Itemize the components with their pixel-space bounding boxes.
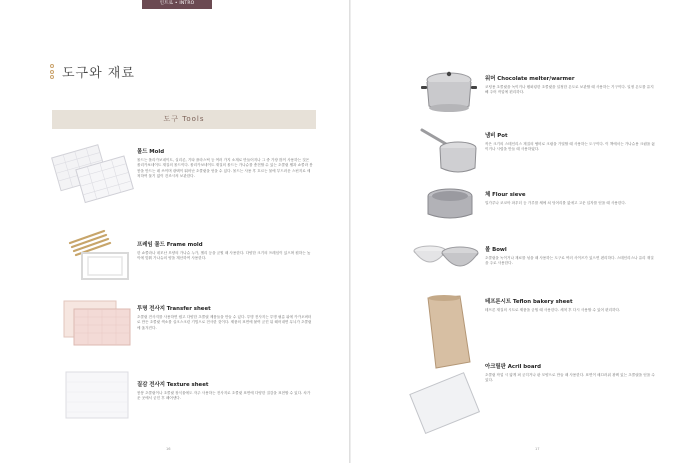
item-title: 투명 전사지 Transfer sheet — [137, 306, 211, 312]
item-title: 아크릴판 Acril board — [485, 364, 542, 370]
item-sieve — [485, 190, 655, 206]
pot-image — [416, 126, 480, 180]
item-warmer — [485, 74, 655, 96]
item-title: 질감 전사지 Texture sheet — [137, 382, 209, 388]
item-frame-mold — [137, 240, 313, 262]
item-acrylic-board — [485, 362, 655, 384]
item-bowl — [485, 245, 655, 267]
frame-mold-image — [64, 223, 136, 287]
item-body: 한 쇼콜라나 네모난 모양의 가나슈 누가, 젤리 등을 굳힐 때 사용한다. 다양한 크기의 프레임이 있으며 원하는 높이에 맞춰 가나슈의 양을 계산하여 사용한다. — [137, 251, 311, 261]
item-title: 몰드 Mold — [137, 149, 165, 155]
item-title: 체 Flour sieve — [485, 192, 526, 198]
item-body: 초콜릿을 녹이거나 재료를 섞을 때 사용하는 도구로 여러 사이즈가 있으면 편리하다. 스테인리스나 유리 재질을 주로 사용한다. — [485, 256, 654, 266]
item-body: 테프론 재질의 시트로 제품을 굳힐 때 사용한다. 세척 후 다시 사용할 수 있어 편리하다. — [485, 308, 621, 312]
item-body: 봉봉 초콜릿이나 초콜릿 장식물에도 자주 사용하는 전사지로 초콜릿 표면에 다양한 질감을 표현할 수 있다. 차가운 곳에서 굳힌 후 떼어낸다. — [137, 391, 311, 401]
chapter-tab: 인트로 • INTRO — [142, 0, 212, 8]
bowl-image — [410, 233, 482, 281]
item-title: 볼 Bowl — [485, 247, 507, 253]
item-body: 초콜릿 작업 시 얇게 펴 굳히거나 판 모양으로 만들 때 사용한다. 표면이 매끄러워 광택 있는 초콜릿을 얻을 수 있다. — [485, 373, 655, 383]
sieve-image — [420, 180, 480, 230]
item-body: 몰드는 폴리카보네이트, 실리콘, 기타 플라스틱 등 여러 가지 소재로 만들어지나 그 중 가장 많이 사용하는 것은 폴리카보네이트 재질의 몰드이다. 폴리카보네이트 재질의 몰드는 가나슈를 충전할 수 있는 초콜릿 셸과 쇼콜라 봉봉을 만드는 데 쓰이며 광택이 뛰어난 초콜릿을 얻을 수 있다. 몰드는 사용 후 흐르는 물에 부드러운 스펀지로 세척하여 물기 없이 건조시켜 보관한다. — [137, 158, 313, 179]
section-header: 도구 Tools — [52, 110, 316, 129]
page-title: 도구와 재료 — [62, 66, 135, 81]
page-number-left: 16 — [166, 447, 171, 451]
item-title: 프레임 몰드 Frame mold — [137, 242, 203, 248]
item-title: 워머 Chocolate melter/warmer — [485, 76, 575, 82]
tab-rule — [142, 8, 212, 9]
transfer-sheet-image — [60, 297, 134, 349]
item-title: 테프론시트 Teflon bakery sheet — [485, 299, 573, 305]
item-mold — [137, 147, 313, 180]
item-body: 초콜릿 전사지를 사용하면 쉽고 다양한 초콜릿 제품들을 만들 수 있다. 투명 전사지는 투명 필름 위에 카카오버터로 만든 초콜릿 색소를 실크스크린 기법으로 전사한 것이다. 제품의 표면에 붙여 굳힌 뒤 떼어내면 무늬가 초콜릿에 옮겨진다. — [137, 315, 312, 330]
item-title: 냄비 Pot — [485, 133, 508, 139]
item-body: 작은 크기의 스테인리스 재질의 냄비로 크림을 가열할 때 사용하는 도구이다. 이 책에서는 가나슈용 크림을 끓이거나 시럽을 만들 때 사용하였다. — [485, 142, 655, 152]
item-pot — [485, 131, 655, 153]
page-number-right: 17 — [535, 447, 540, 451]
item-teflon-sheet — [485, 297, 655, 313]
item-body: 코팅용 초콜릿을 녹이거나 템퍼링한 초콜릿을 일정한 온도로 보관할 때 사용하는 기구이다. 일정 온도를 유지해 주어 작업에 편리하다. — [485, 85, 654, 95]
acrylic-board-image — [406, 372, 484, 436]
texture-sheet-image — [60, 368, 134, 424]
item-body: 밀가루나 코코아 파우더 등 가루를 체에 쳐 덩어리를 없애고 고운 입자를 얻을 때 사용한다. — [485, 201, 626, 205]
item-texture-sheet — [137, 380, 313, 402]
ornament-dots-icon — [50, 64, 54, 79]
page-title-block — [50, 62, 135, 81]
gutter — [349, 0, 351, 463]
mold-image — [50, 141, 138, 209]
warmer-image — [418, 62, 480, 120]
teflon-sheet-image — [414, 292, 482, 372]
item-transfer-sheet — [137, 304, 313, 331]
